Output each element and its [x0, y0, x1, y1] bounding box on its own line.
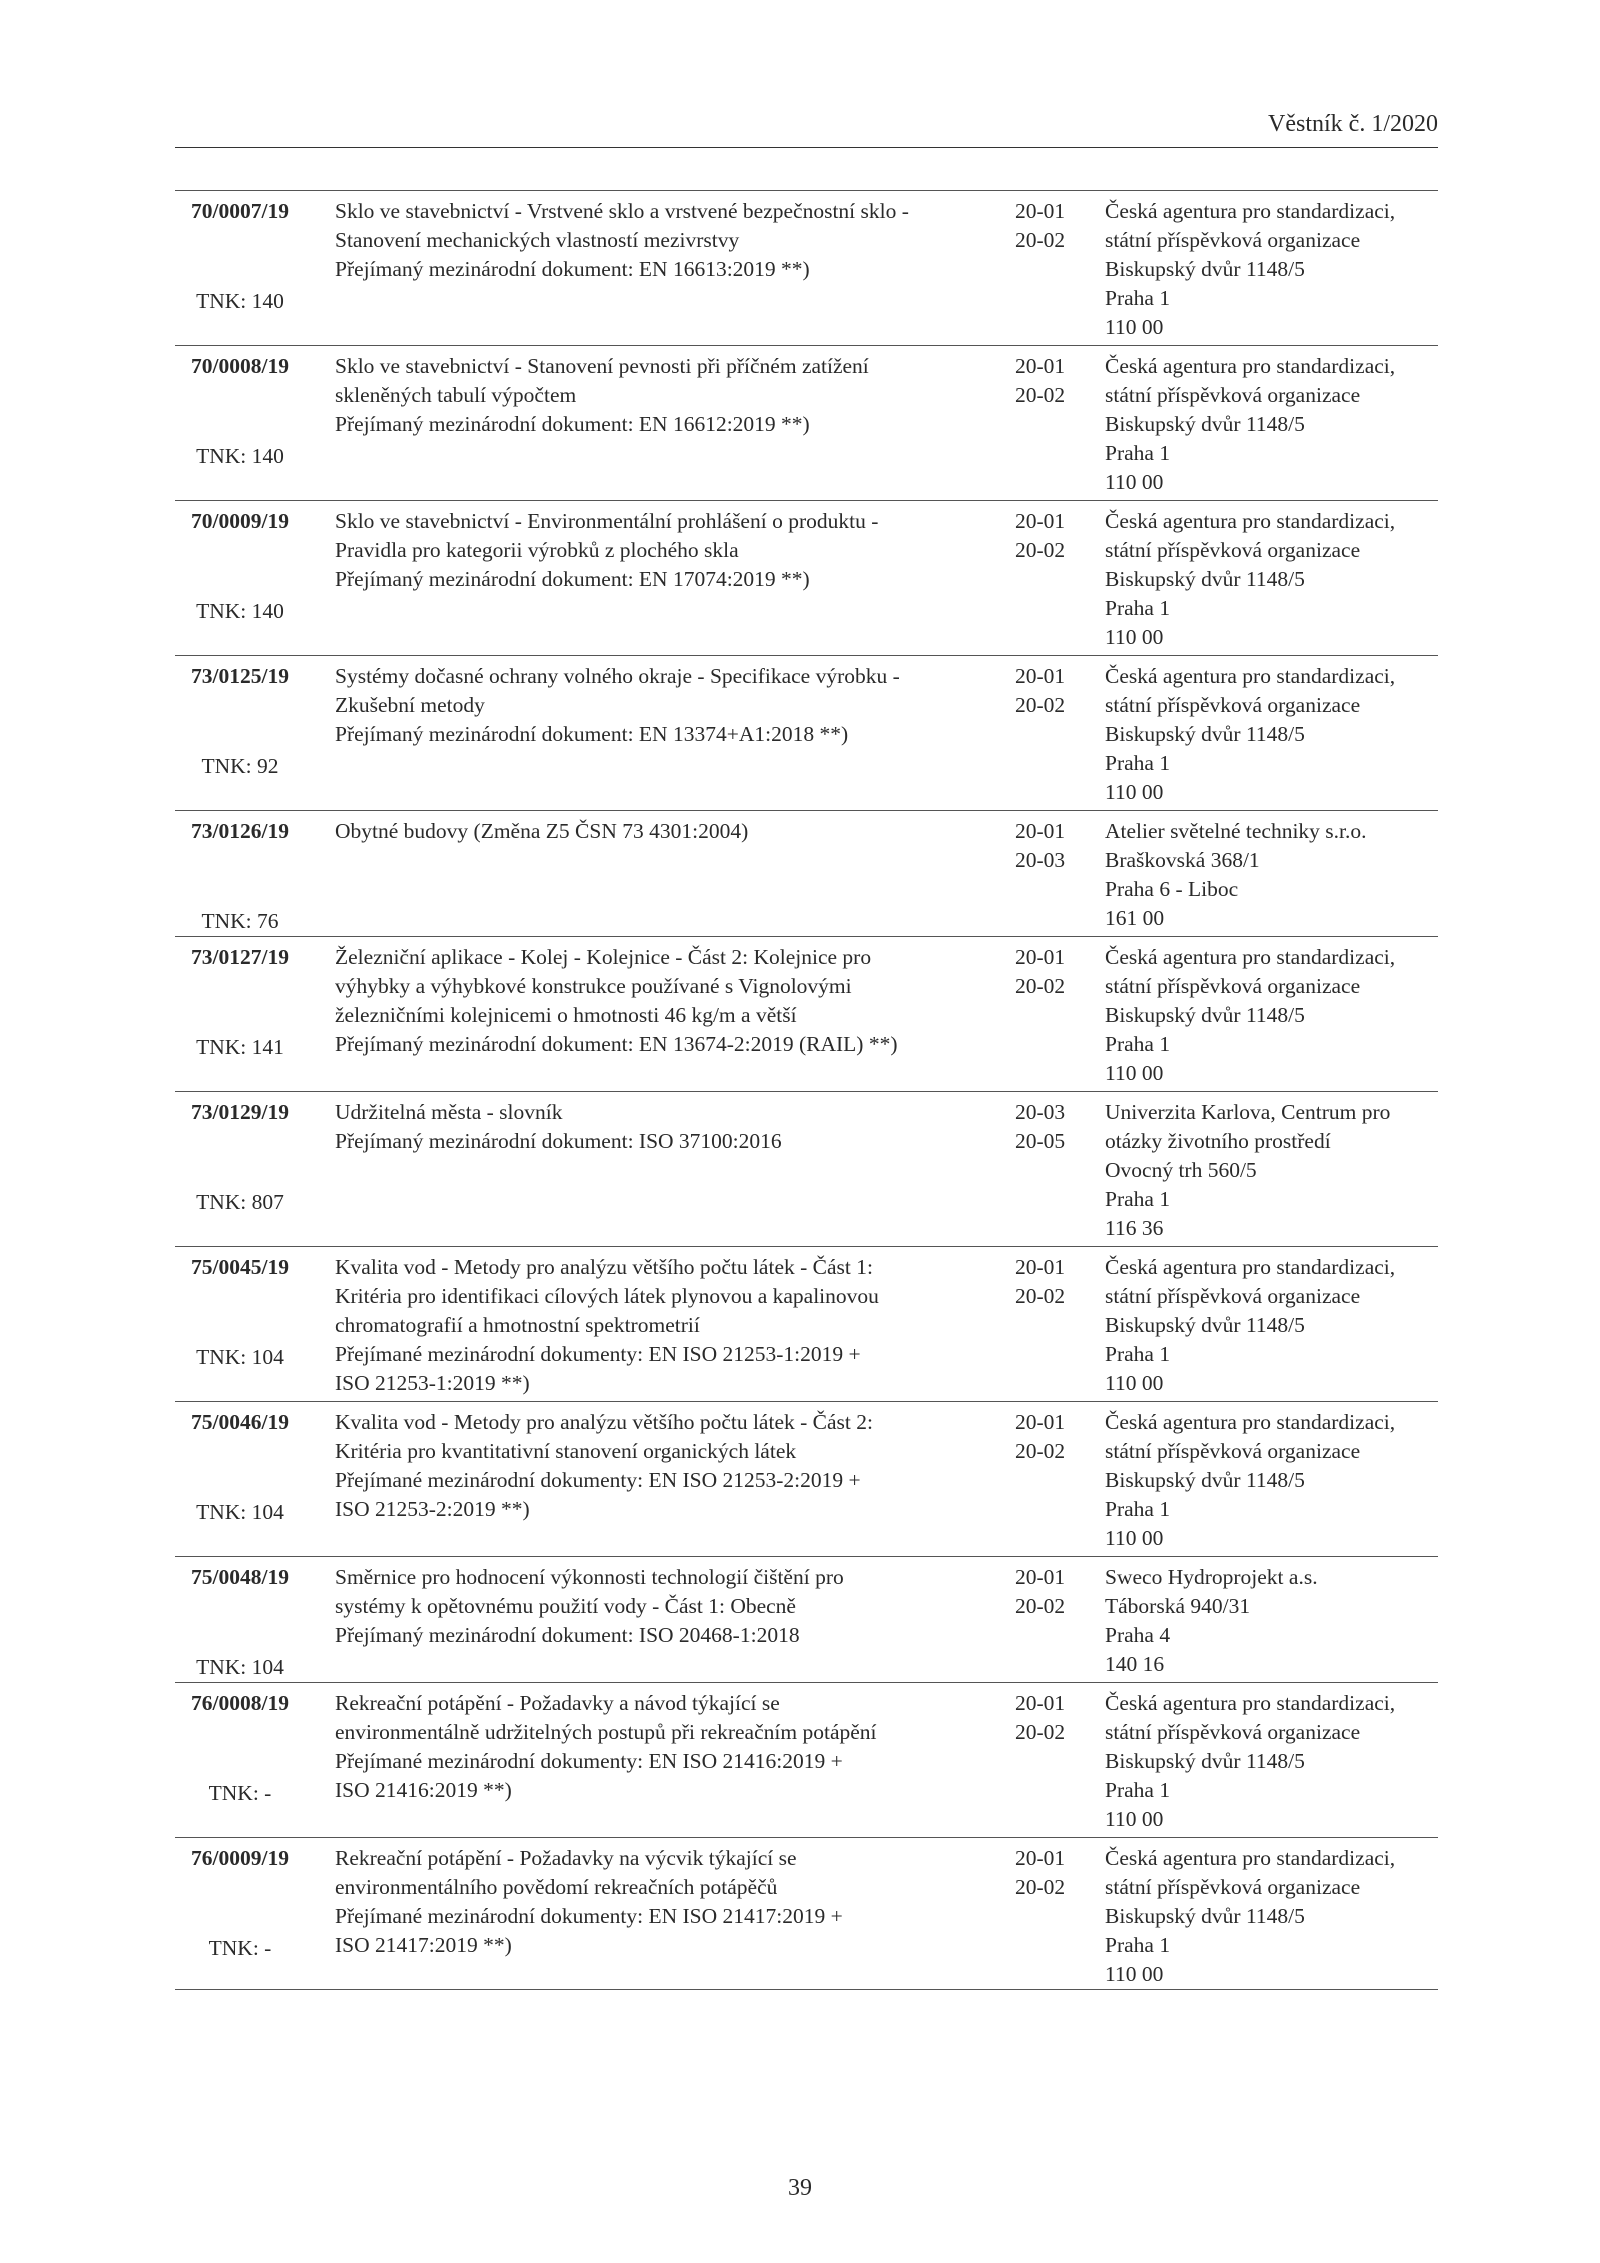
entry-number: 76/0008/19	[191, 1691, 289, 1715]
code-value: 20-02	[1015, 383, 1066, 407]
organization-line: Praha 1	[1105, 751, 1171, 775]
table-row	[175, 655, 1438, 810]
organization-line: Biskupský dvůr 1148/5	[1105, 1904, 1305, 1928]
table-row	[175, 1091, 1438, 1246]
tnk-label: TNK: 104	[196, 1500, 284, 1524]
tnk-label: TNK: -	[208, 1936, 272, 1960]
title-line: Přejímaný mezinárodní dokument: EN 13674-2:2019 (RAIL) **)	[335, 1032, 898, 1056]
organization-line: Česká agentura pro standardizaci,	[1105, 1846, 1396, 1870]
code-value: 20-02	[1015, 1594, 1066, 1618]
code-value: 20-02	[1015, 1875, 1066, 1899]
title-line: železničními kolejnicemi o hmotnosti 46 kg/m a větší	[335, 1003, 797, 1027]
organization-line: státní příspěvková organizace	[1105, 383, 1361, 407]
organization-line: 110 00	[1105, 1371, 1164, 1395]
title-line: Přejímaný mezinárodní dokument: EN 16613:2019 **)	[335, 257, 810, 281]
entry-title-cell	[335, 1844, 985, 1960]
entry-number-cell	[175, 1689, 305, 1805]
entry-organization-cell	[1105, 507, 1445, 652]
entry-number: 73/0127/19	[191, 945, 289, 969]
table-row	[175, 1401, 1438, 1556]
entry-number: 70/0008/19	[191, 354, 289, 378]
code-value: 20-01	[1015, 1691, 1066, 1715]
table-row	[175, 810, 1438, 936]
entry-title-cell	[335, 1689, 985, 1805]
organization-line: státní příspěvková organizace	[1105, 228, 1361, 252]
organization-line: 140 16	[1105, 1652, 1165, 1676]
organization-line: Česká agentura pro standardizaci,	[1105, 354, 1396, 378]
entry-codes-cell	[1015, 507, 1105, 565]
title-line: ISO 21417:2019 **)	[335, 1933, 512, 1957]
entry-organization-cell	[1105, 943, 1445, 1088]
code-value: 20-01	[1015, 1846, 1066, 1870]
organization-line: 110 00	[1105, 1526, 1164, 1550]
title-line: Systémy dočasné ochrany volného okraje - Specifikace výrobku -	[335, 664, 900, 688]
entry-organization-cell	[1105, 1689, 1445, 1834]
table-row	[175, 1246, 1438, 1401]
code-value: 20-01	[1015, 664, 1066, 688]
title-line: environmentálně udržitelných postupů při rekreačním potápění	[335, 1720, 877, 1744]
code-value: 20-02	[1015, 693, 1066, 717]
organization-line: 110 00	[1105, 1807, 1164, 1831]
title-line: chromatografií a hmotnostní spektrometrií	[335, 1313, 700, 1337]
code-value: 20-01	[1015, 1410, 1066, 1434]
tnk-label: TNK: 92	[201, 754, 279, 778]
entry-number: 76/0009/19	[191, 1846, 289, 1870]
entry-number: 73/0129/19	[191, 1100, 289, 1124]
organization-line: státní příspěvková organizace	[1105, 1284, 1361, 1308]
table-row	[175, 190, 1438, 345]
title-line: skleněných tabulí výpočtem	[335, 383, 577, 407]
organization-line: 110 00	[1105, 780, 1164, 804]
entry-title-cell	[335, 1253, 985, 1398]
organization-line: Biskupský dvůr 1148/5	[1105, 412, 1305, 436]
entry-number-cell	[175, 943, 305, 1059]
organization-line: Praha 1	[1105, 441, 1171, 465]
entry-title-cell	[335, 943, 985, 1059]
entry-number-cell	[175, 352, 305, 468]
entry-title-cell	[335, 662, 985, 749]
entry-codes-cell	[1015, 1689, 1105, 1747]
organization-line: Biskupský dvůr 1148/5	[1105, 1003, 1305, 1027]
table-row	[175, 345, 1438, 500]
entry-organization-cell	[1105, 197, 1445, 342]
organization-line: 116 36	[1105, 1216, 1164, 1240]
standards-table	[175, 190, 1438, 1989]
title-line: Kvalita vod - Metody pro analýzu většího počtu látek - Část 2:	[335, 1410, 873, 1434]
organization-line: Atelier světelné techniky s.r.o.	[1105, 819, 1367, 843]
organization-line: Sweco Hydroprojekt a.s.	[1105, 1565, 1318, 1589]
title-line: Kvalita vod - Metody pro analýzu většího počtu látek - Část 1:	[335, 1255, 873, 1279]
entry-codes-cell	[1015, 817, 1105, 875]
table-row	[175, 936, 1438, 1091]
entry-title-cell	[335, 1563, 985, 1650]
code-value: 20-01	[1015, 945, 1066, 969]
organization-line: Biskupský dvůr 1148/5	[1105, 1749, 1305, 1773]
entry-title-cell	[335, 1098, 985, 1156]
organization-line: státní příspěvková organizace	[1105, 1720, 1361, 1744]
title-line: Sklo ve stavebnictví - Environmentální prohlášení o produktu -	[335, 509, 879, 533]
entry-codes-cell	[1015, 662, 1105, 720]
title-line: Přejímané mezinárodní dokumenty: EN ISO 21416:2019 +	[335, 1749, 843, 1773]
code-value: 20-02	[1015, 974, 1066, 998]
entry-title-cell	[335, 1408, 985, 1524]
entry-title-cell	[335, 817, 985, 846]
title-line: Přejímané mezinárodní dokumenty: EN ISO 21253-1:2019 +	[335, 1342, 861, 1366]
entry-codes-cell	[1015, 1253, 1105, 1311]
entry-organization-cell	[1105, 1408, 1445, 1553]
entry-organization-cell	[1105, 352, 1445, 497]
entry-title-cell	[335, 197, 985, 284]
entry-title-cell	[335, 507, 985, 594]
title-line: Přejímaný mezinárodní dokument: EN 17074:2019 **)	[335, 567, 810, 591]
title-line: ISO 21253-2:2019 **)	[335, 1497, 530, 1521]
tnk-label: TNK: -	[208, 1781, 272, 1805]
title-line: Pravidla pro kategorii výrobků z plochého skla	[335, 538, 739, 562]
code-value: 20-02	[1015, 538, 1066, 562]
title-line: Směrnice pro hodnocení výkonnosti technologií čištění pro	[335, 1565, 844, 1589]
code-value: 20-01	[1015, 1565, 1066, 1589]
organization-line: 110 00	[1105, 1061, 1164, 1085]
title-line: Kritéria pro identifikaci cílových látek plynovou a kapalinovou	[335, 1284, 879, 1308]
title-line: Přejímané mezinárodní dokumenty: EN ISO 21417:2019 +	[335, 1904, 843, 1928]
organization-line: Praha 1	[1105, 1342, 1171, 1366]
organization-line: Praha 1	[1105, 1497, 1171, 1521]
entry-organization-cell	[1105, 817, 1445, 933]
organization-line: 110 00	[1105, 625, 1164, 649]
title-line: Stanovení mechanických vlastností mezivrstvy	[335, 228, 740, 252]
organization-line: otázky životního prostředí	[1105, 1129, 1331, 1153]
organization-line: Praha 4	[1105, 1623, 1171, 1647]
entry-number: 70/0009/19	[191, 509, 289, 533]
code-value: 20-01	[1015, 509, 1066, 533]
organization-line: 161 00	[1105, 906, 1165, 930]
entry-number-cell	[175, 1563, 305, 1679]
title-line: Sklo ve stavebnictví - Stanovení pevnosti při příčném zatížení	[335, 354, 869, 378]
entry-codes-cell	[1015, 1844, 1105, 1902]
page-header	[175, 110, 1438, 148]
entry-organization-cell	[1105, 1098, 1445, 1243]
table-row	[175, 500, 1438, 655]
entry-number-cell	[175, 817, 305, 933]
organization-line: Česká agentura pro standardizaci,	[1105, 199, 1396, 223]
code-value: 20-01	[1015, 1255, 1066, 1279]
entry-organization-cell	[1105, 1253, 1445, 1398]
organization-line: Ovocný trh 560/5	[1105, 1158, 1257, 1182]
entry-number: 75/0048/19	[191, 1565, 289, 1589]
title-line: Udržitelná města - slovník	[335, 1100, 563, 1124]
entry-codes-cell	[1015, 197, 1105, 255]
entry-organization-cell	[1105, 1563, 1445, 1679]
organization-line: státní příspěvková organizace	[1105, 1875, 1361, 1899]
entry-organization-cell	[1105, 662, 1445, 807]
title-line: Přejímané mezinárodní dokumenty: EN ISO 21253-2:2019 +	[335, 1468, 861, 1492]
code-value: 20-02	[1015, 1720, 1066, 1744]
organization-line: Praha 1	[1105, 1933, 1171, 1957]
code-value: 20-03	[1015, 848, 1066, 872]
title-line: Přejímaný mezinárodní dokument: ISO 37100:2016	[335, 1129, 782, 1153]
entry-organization-cell	[1105, 1844, 1445, 1989]
entry-number-cell	[175, 197, 305, 313]
title-line: Kritéria pro kvantitativní stanovení organických látek	[335, 1439, 797, 1463]
code-value: 20-02	[1015, 1439, 1066, 1463]
organization-line: Univerzita Karlova, Centrum pro	[1105, 1100, 1391, 1124]
tnk-label: TNK: 807	[196, 1190, 284, 1214]
entry-number-cell	[175, 1844, 305, 1960]
organization-line: Česká agentura pro standardizaci,	[1105, 509, 1396, 533]
title-line: environmentálního povědomí rekreačních potápěčů	[335, 1875, 778, 1899]
title-line: Rekreační potápění - Požadavky a návod týkající se	[335, 1691, 780, 1715]
organization-line: 110 00	[1105, 1962, 1164, 1986]
entry-number: 73/0125/19	[191, 664, 289, 688]
title-line: Sklo ve stavebnictví - Vrstvené sklo a vrstvené bezpečnostní sklo -	[335, 199, 909, 223]
tnk-label: TNK: 104	[196, 1655, 284, 1679]
entry-codes-cell	[1015, 943, 1105, 1001]
organization-line: Praha 6 - Liboc	[1105, 877, 1239, 901]
page-number: 39	[788, 2175, 812, 2201]
entry-number: 70/0007/19	[191, 199, 289, 223]
title-line: ISO 21416:2019 **)	[335, 1778, 512, 1802]
entry-codes-cell	[1015, 1563, 1105, 1621]
entry-number: 73/0126/19	[191, 819, 289, 843]
organization-line: 110 00	[1105, 315, 1164, 339]
organization-line: státní příspěvková organizace	[1105, 538, 1361, 562]
organization-line: Biskupský dvůr 1148/5	[1105, 1468, 1305, 1492]
organization-line: Česká agentura pro standardizaci,	[1105, 945, 1396, 969]
table-bottom-rule	[175, 1989, 1438, 1990]
organization-line: 110 00	[1105, 470, 1164, 494]
title-line: Rekreační potápění - Požadavky na výcvik týkající se	[335, 1846, 797, 1870]
title-line: Přejímaný mezinárodní dokument: EN 16612:2019 **)	[335, 412, 810, 436]
code-value: 20-05	[1015, 1129, 1066, 1153]
entry-codes-cell	[1015, 1408, 1105, 1466]
organization-line: Praha 1	[1105, 1032, 1171, 1056]
organization-line: Česká agentura pro standardizaci,	[1105, 1410, 1396, 1434]
entry-codes-cell	[1015, 1098, 1105, 1156]
tnk-label: TNK: 141	[196, 1035, 284, 1059]
code-value: 20-01	[1015, 354, 1066, 378]
title-line: Železniční aplikace - Kolej - Kolejnice - Část 2: Kolejnice pro	[335, 945, 872, 969]
organization-line: Praha 1	[1105, 1778, 1171, 1802]
organization-line: Biskupský dvůr 1148/5	[1105, 567, 1305, 591]
code-value: 20-01	[1015, 199, 1066, 223]
title-line: Přejímaný mezinárodní dokument: ISO 20468-1:2018	[335, 1623, 800, 1647]
title-line: Zkušební metody	[335, 693, 485, 717]
organization-line: Praha 1	[1105, 1187, 1171, 1211]
tnk-label: TNK: 140	[196, 289, 284, 313]
organization-line: Česká agentura pro standardizaci,	[1105, 664, 1396, 688]
title-line: výhybky a výhybkové konstrukce používané s Vignolovými	[335, 974, 852, 998]
code-value: 20-02	[1015, 1284, 1066, 1308]
entry-number-cell	[175, 662, 305, 778]
organization-line: Praha 1	[1105, 286, 1171, 310]
entry-number-cell	[175, 507, 305, 623]
tnk-label: TNK: 140	[196, 444, 284, 468]
organization-line: Biskupský dvůr 1148/5	[1105, 722, 1305, 746]
entry-codes-cell	[1015, 352, 1105, 410]
bulletin-title: Věstník č. 1/2020	[1268, 111, 1438, 137]
tnk-label: TNK: 140	[196, 599, 284, 623]
organization-line: Biskupský dvůr 1148/5	[1105, 1313, 1305, 1337]
organization-line: Braškovská 368/1	[1105, 848, 1260, 872]
code-value: 20-02	[1015, 228, 1066, 252]
tnk-label: TNK: 104	[196, 1345, 284, 1369]
title-line: systémy k opětovnému použití vody - Část 1: Obecně	[335, 1594, 796, 1618]
organization-line: Táborská 940/31	[1105, 1594, 1251, 1618]
code-value: 20-01	[1015, 819, 1066, 843]
code-value: 20-03	[1015, 1100, 1066, 1124]
organization-line: státní příspěvková organizace	[1105, 693, 1361, 717]
title-line: Přejímaný mezinárodní dokument: EN 13374+A1:2018 **)	[335, 722, 849, 746]
table-row	[175, 1556, 1438, 1682]
table-row	[175, 1682, 1438, 1837]
entry-number: 75/0045/19	[191, 1255, 289, 1279]
organization-line: Česká agentura pro standardizaci,	[1105, 1691, 1396, 1715]
title-line: ISO 21253-1:2019 **)	[335, 1371, 530, 1395]
organization-line: Česká agentura pro standardizaci,	[1105, 1255, 1396, 1279]
entry-number: 75/0046/19	[191, 1410, 289, 1434]
title-line: Obytné budovy (Změna Z5 ČSN 73 4301:2004)	[335, 819, 749, 843]
organization-line: Praha 1	[1105, 596, 1171, 620]
entry-number-cell	[175, 1098, 305, 1214]
organization-line: Biskupský dvůr 1148/5	[1105, 257, 1305, 281]
table-row	[175, 1837, 1438, 1989]
tnk-label: TNK: 76	[201, 909, 279, 933]
organization-line: státní příspěvková organizace	[1105, 1439, 1361, 1463]
entry-number-cell	[175, 1253, 305, 1369]
entry-title-cell	[335, 352, 985, 439]
organization-line: státní příspěvková organizace	[1105, 974, 1361, 998]
entry-number-cell	[175, 1408, 305, 1524]
